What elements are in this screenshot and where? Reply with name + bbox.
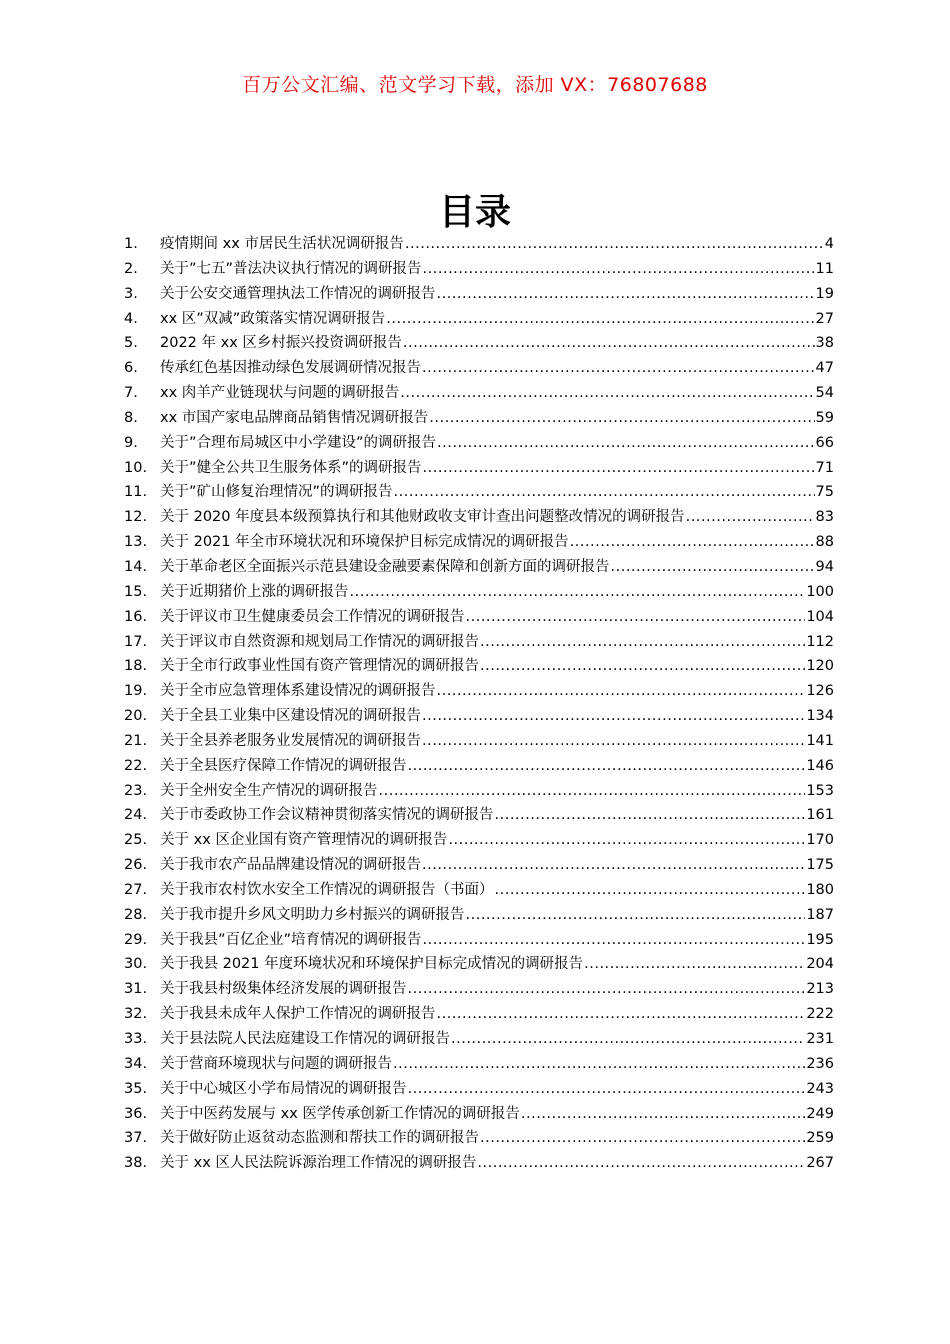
toc-dot-leader bbox=[423, 932, 806, 948]
toc-entry-number: 7. bbox=[124, 385, 138, 402]
toc-dot-leader bbox=[394, 484, 815, 500]
toc-dot-leader bbox=[422, 708, 805, 724]
toc-entry-title: 疫情期间 xx 市居民生活状况调研报告 bbox=[160, 236, 404, 252]
toc-entry-title: 关于市委政协工作会议精神贯彻落实情况的调研报告 bbox=[160, 807, 494, 824]
toc-entry-title: 关于我市提升乡风文明助力乡村振兴的调研报告 bbox=[160, 906, 465, 923]
toc-entry-number: 1. bbox=[124, 236, 138, 252]
toc-entry[interactable] bbox=[124, 803, 834, 828]
toc-entry[interactable] bbox=[124, 1027, 834, 1052]
toc-title: 目录 bbox=[438, 192, 511, 233]
toc-dot-leader bbox=[466, 907, 806, 923]
toc-entry-number: 33. bbox=[124, 1031, 148, 1047]
toc-dot-leader bbox=[448, 832, 805, 848]
toc-entry-title: 关于做好防止返贫动态监测和帮扶工作的调研报告 bbox=[160, 1130, 479, 1147]
toc-entry[interactable] bbox=[124, 331, 834, 356]
toc-dot-leader bbox=[408, 981, 806, 997]
toc-entry-number: 19. bbox=[124, 683, 148, 700]
toc-dot-leader bbox=[451, 1031, 805, 1047]
toc-dot-leader bbox=[422, 360, 815, 376]
toc-dot-leader bbox=[422, 733, 805, 749]
toc-entry-page: 59 bbox=[815, 409, 834, 426]
toc-entry-page: 231 bbox=[806, 1031, 834, 1047]
toc-entry[interactable] bbox=[124, 257, 834, 282]
toc-entry-title: 关于”矿山修复治理情况”的调研报告 bbox=[160, 484, 393, 501]
toc-dot-leader bbox=[408, 758, 806, 774]
toc-entry-title: 关于”健全公共卫生服务体系”的调研报告 bbox=[160, 459, 422, 476]
toc-entry[interactable] bbox=[124, 1002, 834, 1027]
toc-dot-leader bbox=[611, 559, 815, 575]
toc-entry-number: 28. bbox=[124, 906, 148, 923]
toc-dot-leader bbox=[429, 410, 814, 426]
toc-dot-leader bbox=[408, 1081, 806, 1097]
toc-entry[interactable] bbox=[124, 654, 834, 679]
toc-entry[interactable] bbox=[124, 679, 834, 704]
toc-entry-title: 关于中心城区小学布局情况的调研报告 bbox=[160, 1080, 407, 1097]
toc-entry[interactable] bbox=[124, 406, 834, 431]
toc-dot-leader bbox=[495, 807, 806, 823]
toc-entry[interactable] bbox=[124, 828, 834, 853]
toc-entry-page: 19 bbox=[815, 285, 834, 302]
toc-entry-page: 222 bbox=[806, 1006, 834, 1023]
toc-entry-number: 23. bbox=[124, 782, 148, 799]
toc-entry-title: 关于全州安全生产情况的调研报告 bbox=[160, 782, 378, 799]
toc-entry-number: 24. bbox=[124, 807, 148, 824]
toc-entry-number: 2. bbox=[124, 260, 138, 277]
toc-entry[interactable] bbox=[124, 480, 834, 505]
toc-entry-number: 20. bbox=[124, 708, 148, 725]
toc-entry-page: 11 bbox=[815, 260, 834, 277]
toc-entry-number: 29. bbox=[124, 931, 148, 948]
toc-entry-title: 关于革命老区全面振兴示范县建设金融要素保障和创新方面的调研报告 bbox=[160, 558, 610, 575]
toc-entry-page: 259 bbox=[806, 1130, 834, 1147]
toc-entry[interactable] bbox=[124, 977, 834, 1002]
toc-entry-number: 26. bbox=[124, 857, 148, 874]
toc-entry[interactable] bbox=[124, 754, 834, 779]
toc-entry-page: 187 bbox=[806, 906, 834, 923]
toc-entry-page: 153 bbox=[806, 782, 834, 799]
toc-entry[interactable] bbox=[124, 630, 834, 655]
toc-entry[interactable] bbox=[124, 456, 834, 481]
toc-dot-leader bbox=[521, 1106, 805, 1122]
toc-entry-title: 关于全市行政事业性国有资产管理情况的调研报告 bbox=[160, 658, 479, 675]
toc-entry-title: 关于县法院人民法庭建设工作情况的调研报告 bbox=[160, 1031, 450, 1047]
toc-entry-number: 27. bbox=[124, 881, 148, 898]
toc-entry-number: 21. bbox=[124, 732, 148, 749]
toc-entry[interactable] bbox=[124, 1151, 834, 1176]
toc-entry-number: 3. bbox=[124, 285, 138, 302]
toc-dot-leader bbox=[379, 783, 806, 799]
toc-entry-title: 关于我县 2021 年度环境状况和环境保护目标完成情况的调研报告 bbox=[160, 956, 584, 973]
toc-entry-number: 12. bbox=[124, 509, 148, 526]
toc-entry-number: 25. bbox=[124, 832, 148, 849]
toc-entry-title: 关于”七五”普法决议执行情况的调研报告 bbox=[160, 260, 422, 277]
toc-entry-page: 195 bbox=[806, 931, 834, 948]
toc-dot-leader bbox=[584, 956, 805, 972]
toc-dot-leader bbox=[403, 335, 815, 351]
toc-entry-page: 175 bbox=[806, 857, 834, 874]
toc-entry[interactable] bbox=[124, 580, 834, 605]
toc-dot-leader bbox=[480, 658, 805, 674]
toc-entry[interactable] bbox=[124, 779, 834, 804]
toc-entry-title: xx 区”双减”政策落实情况调研报告 bbox=[160, 310, 386, 327]
toc-entry-number: 36. bbox=[124, 1105, 148, 1122]
toc-entry-page: 170 bbox=[806, 832, 834, 849]
toc-dot-leader bbox=[495, 882, 806, 898]
toc-entry[interactable] bbox=[124, 878, 834, 903]
toc-dot-leader bbox=[393, 1056, 805, 1072]
toc-entry-page: 120 bbox=[806, 658, 834, 675]
toc-dot-leader bbox=[477, 1155, 805, 1171]
toc-entry-title: 关于”合理布局城区中小学建设”的调研报告 bbox=[160, 434, 437, 451]
toc-entry-number: 10. bbox=[124, 459, 148, 476]
toc-entry-title: 关于全县医疗保障工作情况的调研报告 bbox=[160, 757, 407, 774]
toc-entry-number: 14. bbox=[124, 558, 148, 575]
toc-entry-page: 141 bbox=[806, 732, 834, 749]
toc-entry-page: 94 bbox=[815, 558, 834, 575]
toc-entry-page: 180 bbox=[806, 881, 834, 898]
toc-dot-leader bbox=[400, 385, 814, 401]
toc-dot-leader bbox=[686, 509, 815, 525]
toc-entry-title: 关于我市农产品品牌建设情况的调研报告 bbox=[160, 857, 421, 874]
toc-entry[interactable] bbox=[124, 232, 834, 257]
toc-entry[interactable] bbox=[124, 704, 834, 729]
toc-entry-page: 243 bbox=[806, 1080, 834, 1097]
toc-entry[interactable] bbox=[124, 729, 834, 754]
toc-entry[interactable] bbox=[124, 530, 834, 555]
toc-entry[interactable] bbox=[124, 1126, 834, 1151]
toc-entry-title: 关于我县未成年人保护工作情况的调研报告 bbox=[160, 1006, 436, 1023]
toc-entry-number: 13. bbox=[124, 534, 148, 551]
toc-dot-leader bbox=[570, 534, 815, 550]
toc-entry-page: 54 bbox=[815, 385, 834, 402]
toc-entry-page: 126 bbox=[806, 683, 834, 700]
toc-entry-page: 112 bbox=[806, 633, 834, 650]
header-notice: 百万公文汇编、范文学习下载，添加 VX：76807688 bbox=[242, 74, 708, 96]
toc-entry-title: 关于 2021 年全市环境状况和环境保护目标完成情况的调研报告 bbox=[160, 534, 569, 551]
toc-entry-title: 关于我县村级集体经济发展的调研报告 bbox=[160, 981, 407, 998]
toc-dot-leader bbox=[350, 584, 806, 600]
toc-entry-number: 31. bbox=[124, 981, 148, 998]
toc-entry[interactable] bbox=[124, 1077, 834, 1102]
toc-entry[interactable] bbox=[124, 1102, 834, 1127]
toc-entry-page: 47 bbox=[815, 360, 834, 377]
toc-entry[interactable] bbox=[124, 431, 834, 456]
toc-entry-page: 100 bbox=[806, 583, 834, 600]
toc-entry-title: 关于全县工业集中区建设情况的调研报告 bbox=[160, 708, 421, 725]
toc-entry-page: 249 bbox=[806, 1105, 834, 1122]
toc-dot-leader bbox=[423, 460, 815, 476]
toc-entry-title: xx 肉羊产业链现状与问题的调研报告 bbox=[160, 385, 400, 402]
toc-entry-page: 75 bbox=[815, 484, 834, 501]
toc-entry[interactable] bbox=[124, 307, 834, 332]
toc-entry-number: 18. bbox=[124, 658, 148, 675]
toc-entry-title: 关于评议市自然资源和规划局工作情况的调研报告 bbox=[160, 633, 479, 650]
toc-entry-number: 35. bbox=[124, 1080, 148, 1097]
toc-entry-page: 4 bbox=[824, 236, 834, 252]
toc-entry-page: 267 bbox=[806, 1155, 834, 1172]
toc-dot-leader bbox=[480, 634, 805, 650]
toc-entry-page: 104 bbox=[806, 608, 834, 625]
toc-dot-leader bbox=[386, 311, 814, 327]
toc-entry-number: 5. bbox=[124, 335, 138, 352]
toc-entry-title: 传承红色基因推动绿色发展调研情况报告 bbox=[160, 360, 421, 377]
toc-entry-number: 30. bbox=[124, 956, 148, 973]
toc-entry-title: xx 市国产家电品牌商品销售情况调研报告 bbox=[160, 409, 429, 426]
toc-entry-number: 8. bbox=[124, 409, 138, 426]
toc-entry-page: 38 bbox=[815, 335, 834, 352]
toc-entry[interactable] bbox=[124, 952, 834, 977]
toc-entry-number: 11. bbox=[124, 484, 148, 501]
toc-entry[interactable] bbox=[124, 381, 834, 406]
toc-entry-number: 6. bbox=[124, 360, 138, 377]
toc-entry-page: 161 bbox=[806, 807, 834, 824]
toc-entry-title: 关于评议市卫生健康委员会工作情况的调研报告 bbox=[160, 608, 465, 625]
toc-entry[interactable] bbox=[124, 853, 834, 878]
toc-entry-number: 17. bbox=[124, 633, 148, 650]
toc-dot-leader bbox=[422, 857, 805, 873]
toc-entry-title: 关于我市农村饮水安全工作情况的调研报告（书面） bbox=[160, 881, 494, 898]
toc-entry[interactable] bbox=[124, 928, 834, 953]
toc-entry-page: 213 bbox=[806, 981, 834, 998]
toc-entry-page: 83 bbox=[815, 509, 834, 526]
toc-entry-number: 34. bbox=[124, 1055, 148, 1072]
toc-entry-title: 关于中医药发展与 xx 医学传承创新工作情况的调研报告 bbox=[160, 1105, 520, 1122]
toc-entry-number: 22. bbox=[124, 757, 148, 774]
toc-dot-leader bbox=[423, 261, 815, 277]
toc-entry-number: 16. bbox=[124, 608, 148, 625]
toc-entry[interactable] bbox=[124, 555, 834, 580]
toc-entry-page: 88 bbox=[815, 534, 834, 551]
toc-entry-page: 146 bbox=[806, 757, 834, 774]
toc-entry-title: 关于营商环境现状与问题的调研报告 bbox=[160, 1055, 392, 1072]
toc-entry-number: 9. bbox=[124, 434, 138, 451]
toc-list bbox=[124, 232, 834, 1176]
toc-entry-number: 15. bbox=[124, 583, 148, 600]
toc-entry-title: 2022 年 xx 区乡村振兴投资调研报告 bbox=[160, 335, 402, 352]
toc-entry-title: 关于近期猪价上涨的调研报告 bbox=[160, 583, 349, 600]
toc-entry-title: 关于 xx 区企业国有资产管理情况的调研报告 bbox=[160, 832, 448, 849]
toc-entry-page: 71 bbox=[815, 459, 834, 476]
toc-entry-number: 38. bbox=[124, 1155, 148, 1172]
toc-entry-title: 关于全县养老服务业发展情况的调研报告 bbox=[160, 732, 421, 749]
toc-entry[interactable] bbox=[124, 605, 834, 630]
toc-entry-title: 关于 2020 年度县本级预算执行和其他财政收支审计查出问题整改情况的调研报告 bbox=[160, 509, 685, 526]
toc-entry-number: 4. bbox=[124, 310, 138, 327]
toc-entry-title: 关于公安交通管理执法工作情况的调研报告 bbox=[160, 285, 436, 302]
toc-dot-leader bbox=[437, 435, 815, 451]
toc-entry[interactable] bbox=[124, 903, 834, 928]
toc-entry-page: 27 bbox=[815, 310, 834, 327]
toc-dot-leader bbox=[480, 1130, 805, 1146]
toc-entry-title: 关于我县”百亿企业”培育情况的调研报告 bbox=[160, 931, 422, 948]
toc-dot-leader bbox=[466, 609, 806, 625]
toc-entry-number: 32. bbox=[124, 1006, 148, 1023]
toc-dot-leader bbox=[437, 683, 806, 699]
toc-entry[interactable] bbox=[124, 505, 834, 530]
toc-dot-leader bbox=[437, 286, 815, 302]
toc-entry-page: 236 bbox=[806, 1055, 834, 1072]
toc-dot-leader bbox=[437, 1006, 806, 1022]
toc-entry[interactable] bbox=[124, 356, 834, 381]
toc-entry[interactable] bbox=[124, 1052, 834, 1077]
toc-entry-page: 204 bbox=[806, 956, 834, 973]
toc-entry-number: 37. bbox=[124, 1130, 148, 1147]
toc-entry[interactable] bbox=[124, 282, 834, 307]
toc-entry-page: 66 bbox=[815, 434, 834, 451]
toc-entry-page: 134 bbox=[806, 708, 834, 725]
toc-entry-title: 关于 xx 区人民法院诉源治理工作情况的调研报告 bbox=[160, 1155, 477, 1172]
toc-entry-title: 关于全市应急管理体系建设情况的调研报告 bbox=[160, 683, 436, 700]
toc-dot-leader bbox=[405, 236, 824, 252]
